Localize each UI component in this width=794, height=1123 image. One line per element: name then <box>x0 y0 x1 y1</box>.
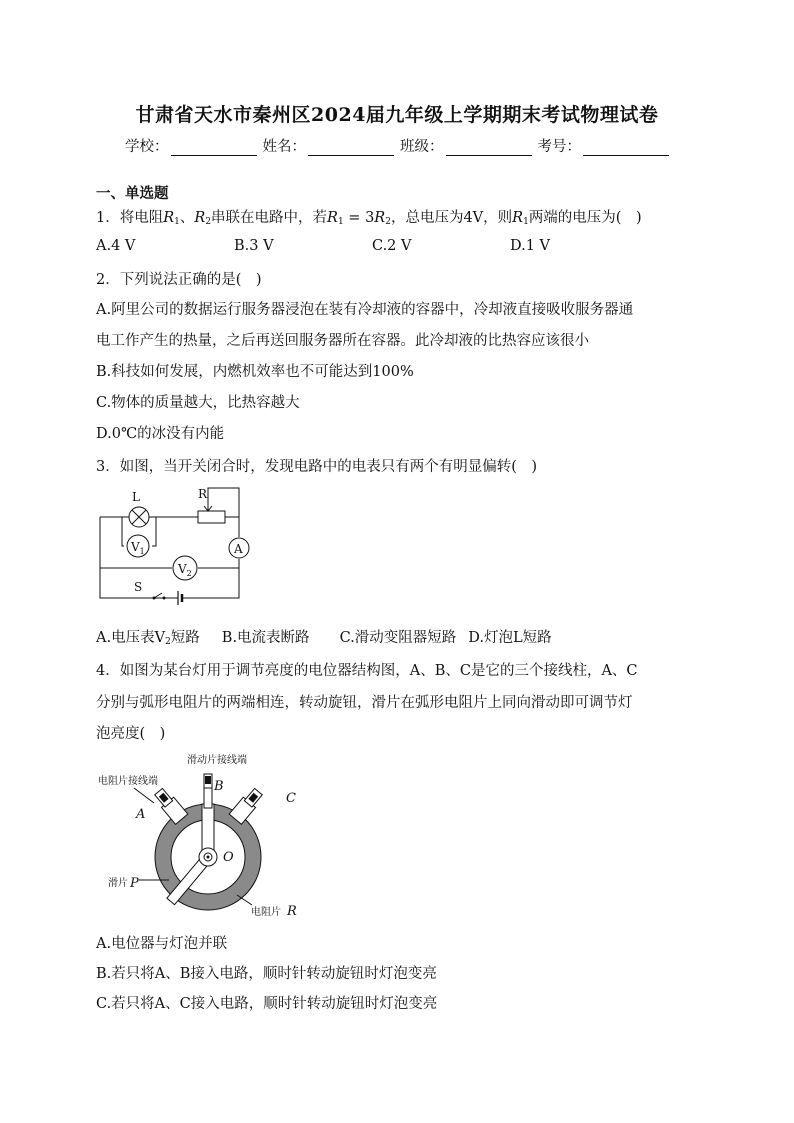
label-B: B <box>214 779 224 794</box>
resistor-terminal-label: 电阻片接线端 <box>98 776 158 787</box>
q2-option-b: B.科技如何发展，内燃机效率也不可能达到100% <box>96 364 414 380</box>
school-label: 学校： <box>125 139 169 155</box>
q1-option-a: A.4 V <box>96 238 136 254</box>
label-A: A <box>234 542 243 556</box>
rheostat-icon <box>198 511 225 523</box>
question-4-line1: 4．如图为某台灯用于调节亮度的电位器结构图，A、B、C是它的三个接线柱，A、C <box>96 663 638 679</box>
label-O: O <box>223 850 234 865</box>
student-info-row <box>125 135 675 156</box>
number-blank <box>583 141 669 156</box>
label-L: L <box>132 490 140 504</box>
label-V2: $V_2$ <box>178 562 192 578</box>
potentiometer-diagram <box>94 748 314 923</box>
q1-text-2: 、 <box>179 210 195 226</box>
q2-option-a-line2: 电工作产生的热量，之后再送回服务器所在容器。此冷却液的比热容应该很小 <box>96 333 589 349</box>
label-R: R <box>287 904 297 919</box>
q1-text-4: ，总电压为4V，则 <box>390 210 513 226</box>
q1-option-c: C.2 V <box>372 238 412 254</box>
question-3-options <box>96 626 552 647</box>
q1-option-d: D.1 V <box>510 238 551 254</box>
question-4-line3: 泡亮度( ) <box>96 726 166 742</box>
q2-option-c: C.物体的质量越大，比热容越大 <box>96 395 300 411</box>
q1-text-1: 1．将电阻 <box>96 210 164 226</box>
label-S: S <box>134 580 143 594</box>
q3-option-a: A.电压表$V_2$短路 <box>96 630 200 647</box>
question-1-stem: 1．将电阻$R_1$、$R_2$串联在电路中，若$R_1 = 3R_2$，总电压为4V，则$R_1$两端的电压为( ) <box>96 210 642 227</box>
page-title: 甘肃省天水市秦州区2024届九年级上学期期末考试物理试卷 <box>135 104 659 126</box>
section-heading: 一、单选题 <box>96 185 169 202</box>
school-blank <box>171 141 257 156</box>
question-3-stem: 3．如图，当开关闭合时，发现电路中的电表只有两个有明显偏转( ) <box>96 459 538 475</box>
q3-option-b: B.电流表断路 <box>221 630 310 646</box>
q4-option-a: A.电位器与灯泡并联 <box>96 936 228 952</box>
label-P: P <box>130 876 139 891</box>
q3-option-d: D.灯泡L短路 <box>468 630 552 646</box>
q3-option-c: C.滑动变阻器短路 <box>339 630 457 646</box>
slider-terminal-label: 滑动片接线端 <box>187 755 247 766</box>
question-2-stem: 2．下列说法正确的是( ) <box>96 272 262 288</box>
number-label: 考号： <box>537 139 581 155</box>
q1-option-b: B.3 V <box>234 238 274 254</box>
name-label: 姓名： <box>262 139 306 155</box>
q4-option-c: C.若只将A、C接入电路，顺时针转动旋钮时灯泡变亮 <box>96 996 438 1012</box>
label-A: A <box>136 807 146 822</box>
question-4-line2: 分别与弧形电阻片的两端相连，转动旋钮，滑片在弧形电阻片上同向滑动即可调节灯 <box>96 695 633 711</box>
q2-option-d: D.0℃的冰没有内能 <box>96 426 225 442</box>
circuit-diagram <box>94 485 254 610</box>
class-blank <box>446 141 532 156</box>
label-R: R <box>198 487 208 501</box>
name-blank <box>308 141 394 156</box>
slider-label: 滑片 <box>108 878 128 889</box>
label-V1: $V_1$ <box>131 540 145 556</box>
q4-option-b: B.若只将A、B接入电路，顺时针转动旋钮时灯泡变亮 <box>96 966 437 982</box>
q1-text-3: 串联在电路中，若 <box>211 210 328 226</box>
class-label: 班级： <box>400 139 444 155</box>
q2-option-a-line1: A.阿里公司的数据运行服务器浸泡在装有冷却液的容器中，冷却液直接吸收服务器通 <box>96 302 634 318</box>
label-C: C <box>286 791 296 806</box>
q1-text-5: 两端的电压为( ) <box>528 210 642 226</box>
question-1-options <box>96 238 716 254</box>
resistor-label: 电阻片 <box>251 907 281 918</box>
